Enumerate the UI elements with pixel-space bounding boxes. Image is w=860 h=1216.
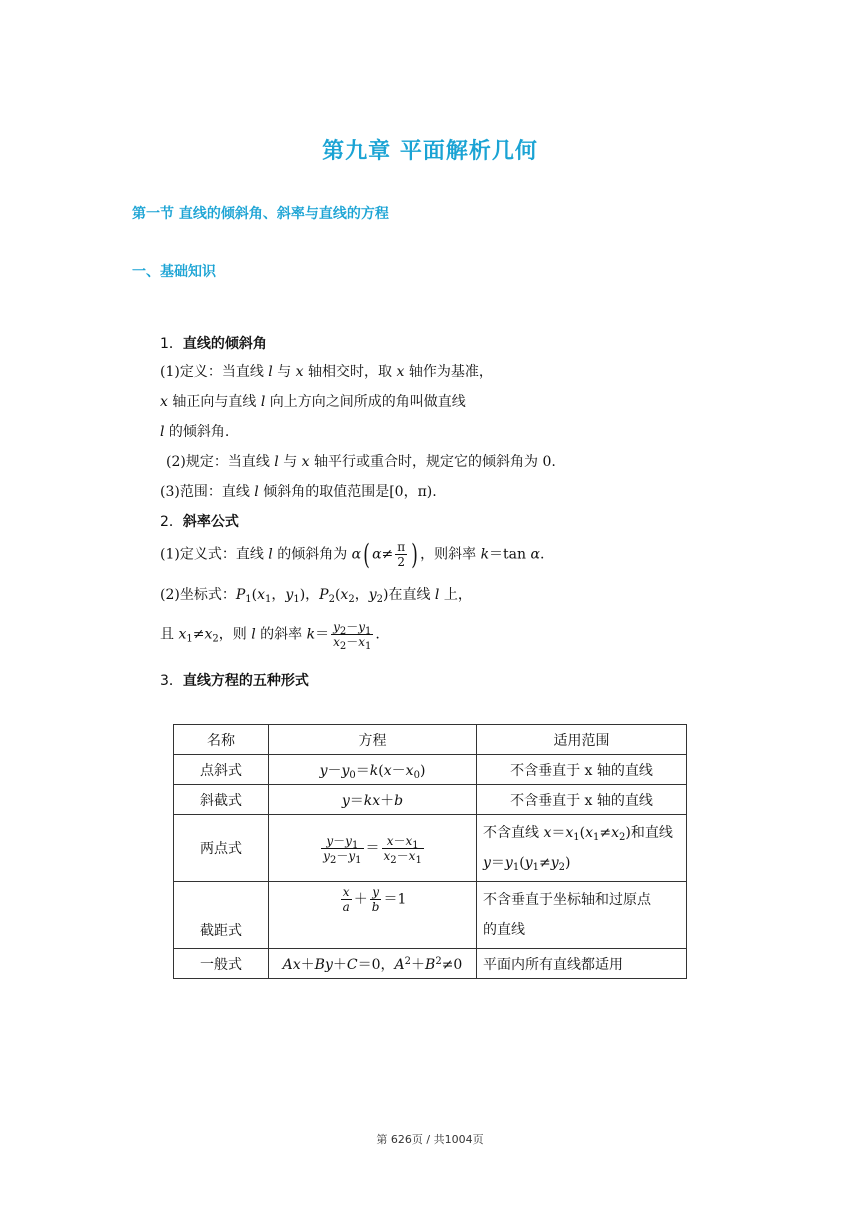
table-header-cell: 适用范围 [477,725,687,755]
form-name-cell: 一般式 [174,949,269,979]
page-footer: 第 626页 / 共1004页 [376,1133,484,1146]
equation-cell: y＝kx＋b [269,785,477,815]
section-title: 第一节 直线的倾斜角、斜率与直线的方程 [132,206,389,222]
definition-line-2: x 轴正向与直线 l 向上方向之间所成的角叫做直线 [160,394,466,410]
form-name-cell: 两点式 [174,815,269,882]
table-row [174,815,687,882]
slope-condition-line: 且 $x_1\ne x_2$，则 l 的斜率 k＝ $\frac{y_2-y_1}{x_2-x_1}$ . [160,620,380,652]
form-name-cell: 点斜式 [174,755,269,785]
heading-slope-formula [160,511,239,531]
scope-cell: 不含垂直于坐标轴和过原点 的直线 [477,882,687,949]
equation-cell: Ax＋By＋C＝0，$A^2+B^2\ne 0$ [269,949,477,979]
slope-definition-line: (1)定义式：直线 l 的倾斜角为 α( α≠ $\frac{\pi}{2}$ ) ，则斜率 k＝tan α. [160,537,545,571]
heading-number: 1． [160,336,183,352]
part-title: 一、基础知识 [132,264,216,280]
heading-text: 直线方程的五种形式 [182,673,309,689]
heading-text: 斜率公式 [182,514,239,530]
heading-number: 2． [160,514,183,530]
equation-cell: $\frac{x}{a}$ ＋ $\frac{y}{b}$ ＝1 [269,882,477,949]
scope-cell: 不含直线 $x=x_1(x_1\ne x_2)$和直线 $y=y_1(y_1\ne y_2)$ [477,815,687,882]
table-header-cell: 方程 [269,725,477,755]
chapter-title: 第九章 平面解析几何 [322,139,538,164]
scope-cell: 平面内所有直线都适用 [477,949,687,979]
definition-line-3: l 的倾斜角. [160,424,230,440]
heading-number: 3． [160,673,183,689]
table-header-cell: 名称 [174,725,269,755]
heading-text: 直线的倾斜角 [182,336,267,352]
equation-forms-table [173,724,687,979]
heading-inclination-angle [160,333,267,353]
equation-cell: $\frac{y-y_1}{y_2-y_1}$ ＝ $\frac{x-x_1}{x_2-x_1}$ [269,815,477,882]
table-row [174,882,687,949]
definition-line-1: (1)定义：当直线 l 与 x 轴相交时，取 x 轴作为基准， [160,364,493,380]
heading-line-equation-forms [160,670,309,690]
scope-cell: 不含垂直于 x 轴的直线 [477,755,687,785]
scope-cell: 不含垂直于 x 轴的直线 [477,785,687,815]
range-line: (3)范围：直线 l 倾斜角的取值范围是[0，π). [160,484,437,500]
rule-line: (2)规定：当直线 l 与 x 轴平行或重合时，规定它的倾斜角为 0. [166,454,556,470]
form-name-cell: 截距式 [174,882,269,949]
equation-cell: $y-y_0=k(x-x_0)$ [269,755,477,785]
table-row [174,755,687,785]
table-row [174,949,687,979]
slope-coordinate-line: (2)坐标式：$P_1(x_1$，$y_1$)，$P_2(x_2$，$y_2$)在直线 l 上， [160,587,472,605]
table-header-row [174,725,687,755]
table-row [174,785,687,815]
form-name-cell: 斜截式 [174,785,269,815]
